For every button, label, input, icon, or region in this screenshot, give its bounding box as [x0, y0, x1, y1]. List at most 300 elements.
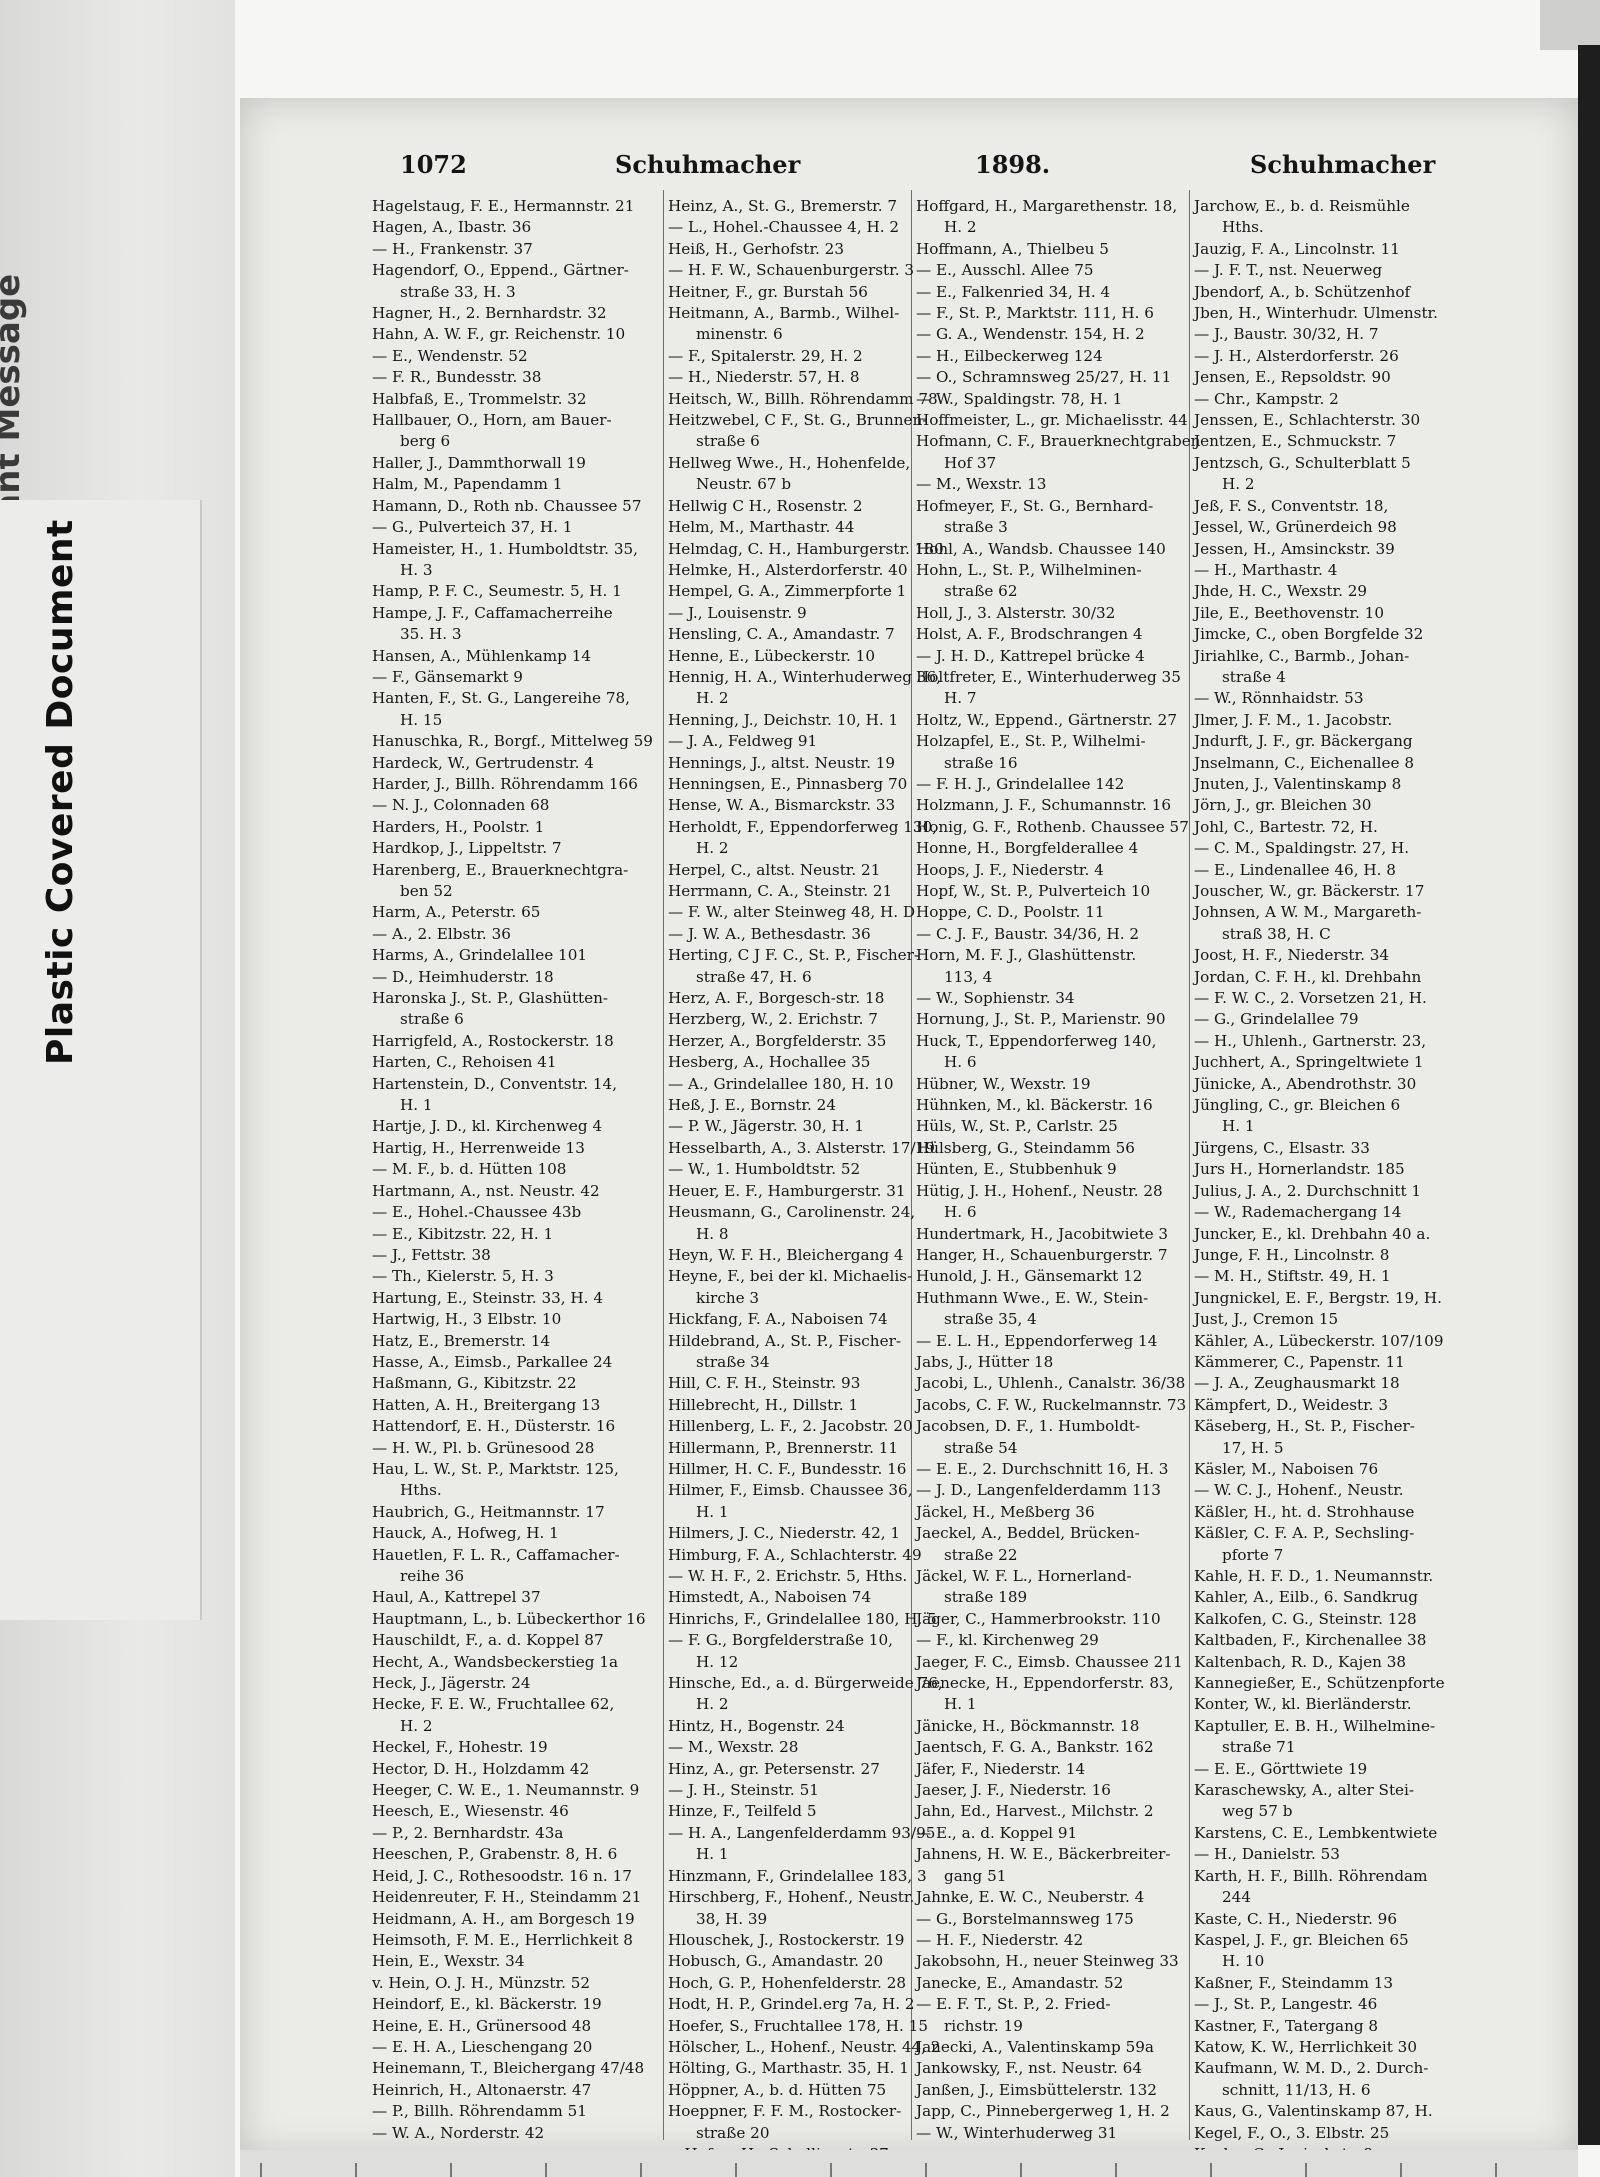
directory-entry: Kaspel, J. F., gr. Bleichen 65 [1194, 1930, 1409, 1949]
directory-entry: Hoffmann, A., Thielbeu 5 [916, 239, 1109, 258]
directory-entry-continuation: H. 2 [696, 689, 729, 708]
directory-entry: Hillebrecht, H., Dillstr. 1 [668, 1395, 859, 1414]
directory-entry: — G., Grindelallee 79 [1194, 1010, 1359, 1029]
directory-entry-continuation: H. 12 [696, 1652, 739, 1671]
directory-entry: — F. H. J., Grindelallee 142 [916, 774, 1125, 793]
directory-entry: Hennig, H. A., Winterhuderweg 36, [668, 667, 941, 686]
scale-tick [355, 2163, 357, 2177]
directory-entry: — J., Baustr. 30/32, H. 7 [1194, 325, 1379, 344]
directory-entry: — Th., Kielerstr. 5, H. 3 [372, 1267, 554, 1286]
directory-entry: Heyn, W. F. H., Bleichergang 4 [668, 1245, 904, 1264]
directory-entry: Hoch, G. P., Hohenfelderstr. 28 [668, 1973, 907, 1992]
directory-entry-continuation: H. 8 [696, 1224, 729, 1243]
directory-entry: Hamp, P. F. C., Seumestr. 5, H. 1 [372, 582, 622, 601]
directory-entry: — H., Danielstr. 53 [1194, 1845, 1340, 1864]
directory-entry-continuation: H. 6 [944, 1053, 977, 1072]
directory-entry: Hatten, A. H., Breitergang 13 [372, 1395, 601, 1414]
directory-entry: Hinsche, Ed., a. d. Bürgerweide 76, [668, 1674, 943, 1693]
directory-entry: Hallbauer, O., Horn, am Bauer- [372, 411, 612, 430]
directory-entry: Jbendorf, A., b. Schützenhof [1194, 282, 1411, 301]
directory-entry: Jile, E., Beethovenstr. 10 [1194, 603, 1384, 622]
directory-entry: Hill, C. F. H., Steinstr. 93 [668, 1374, 861, 1393]
directory-entry: — F. R., Bundesstr. 38 [372, 368, 542, 387]
directory-entry: Kaste, C. H., Niederstr. 96 [1194, 1909, 1397, 1928]
directory-entry: — H., Uhlenh., Gartnerstr. 23, [1194, 1031, 1427, 1050]
directory-entry-continuation: 38, H. 39 [696, 1909, 768, 1928]
directory-entry: — M., Wexstr. 13 [916, 475, 1047, 494]
directory-entry: Hardeck, W., Gertrudenstr. 4 [372, 753, 594, 772]
directory-entry: Herrmann, C. A., Steinstr. 21 [668, 882, 893, 900]
directory-entry-continuation: straße 22 [944, 1545, 1018, 1564]
directory-entry: Juchhert, A., Springeltwiete 1 [1194, 1053, 1424, 1072]
directory-entry: Himstedt, A., Naboisen 74 [668, 1588, 872, 1607]
directory-entry: Horn, M. F. J., Glashüttenstr. [916, 946, 1137, 965]
directory-entry: Jäfer, F., Niederstr. 14 [916, 1759, 1086, 1778]
directory-entry: — A., Grindelallee 180, H. 10 [668, 1074, 894, 1093]
directory-entry: Hauptmann, L., b. Lübeckerthor 16 [372, 1609, 646, 1628]
left-running-title: Schuhmacher [615, 150, 801, 179]
directory-column-4 [1194, 196, 1574, 2142]
directory-entry-continuation: Hths. [400, 1481, 442, 1500]
directory-entry: Hardkop, J., Lippeltstr. 7 [372, 839, 562, 858]
directory-entry: Hauck, A., Hofweg, H. 1 [372, 1524, 559, 1543]
scale-tick [925, 2163, 927, 2177]
directory-entry: Hohl, A., Wandsb. Chaussee 140 [916, 539, 1166, 558]
scanner-edge-right [1578, 45, 1600, 2145]
directory-entry: Jarchow, E., b. d. Reismühle [1194, 197, 1410, 215]
directory-entry: Hamann, D., Roth nb. Chaussee 57 [372, 496, 642, 515]
directory-column-2 [668, 196, 944, 2142]
directory-entry: Jouscher, W., gr. Bäckerstr. 17 [1194, 882, 1425, 900]
directory-entry: Jnselmann, C., Eichenallee 8 [1194, 753, 1414, 772]
directory-entry: Hintz, H., Bogenstr. 24 [668, 1716, 845, 1735]
directory-entry: Jben, H., Winterhudr. Ulmenstr. [1194, 304, 1438, 323]
directory-entry: Hinrichs, F., Grindelallee 180, H. 5 [668, 1609, 937, 1628]
directory-entry: Heitmann, A., Barmb., Wilhel- [668, 304, 900, 323]
directory-entry: Haul, A., Kattrepel 37 [372, 1588, 541, 1607]
directory-entry: Karth, H. F., Billh. Röhrendam [1194, 1866, 1428, 1885]
directory-entry: Helmdag, C. H., Hamburgerstr. 180 [668, 539, 944, 558]
directory-entry: Hense, W. A., Bismarckstr. 33 [668, 796, 896, 815]
directory-entry: — W., Winterhuderweg 31 [916, 2123, 1118, 2142]
directory-entry: — F. W. C., 2. Vorsetzen 21, H. [1194, 989, 1427, 1008]
directory-entry: Kahle, H. F. D., 1. Neumannstr. [1194, 1567, 1434, 1585]
directory-entry-continuation: H. 15 [400, 710, 443, 729]
directory-entry: — J., St. P., Langestr. 46 [1194, 1995, 1378, 2014]
page-year: 1898. [975, 150, 1051, 179]
directory-entry: Hartenstein, D., Conventstr. 14, [372, 1074, 618, 1093]
directory-entry: Kegel, F., O., 3. Elbstr. 25 [1194, 2123, 1390, 2142]
directory-entry: — E., Ausschl. Allee 75 [916, 261, 1094, 280]
directory-entry: — O., Schramnsweg 25/27, H. 11 [916, 368, 1172, 387]
directory-entry: Hinze, F., Teilfeld 5 [668, 1802, 817, 1821]
directory-entry: — J. H., Alsterdorferstr. 26 [1194, 346, 1399, 365]
directory-entry: Hameister, H., 1. Humboldtstr. 35, [372, 539, 638, 558]
directory-entry: Hanten, F., St. G., Langereihe 78, [372, 689, 630, 708]
directory-entry: — G., Pulverteich 37, H. 1 [372, 518, 573, 537]
directory-entry: Hartung, E., Steinstr. 33, H. 4 [372, 1288, 603, 1307]
directory-entry: Kaßner, F., Steindamm 13 [1194, 1973, 1394, 1992]
directory-entry: Hornung, J., St. P., Marienstr. 90 [916, 1010, 1166, 1029]
directory-entry: — H., Marthastr. 4 [1194, 560, 1338, 579]
directory-entry: — E. E., 2. Durchschnitt 16, H. 3 [916, 1459, 1169, 1478]
directory-entry: Harenberg, E., Brauerknechtgra- [372, 860, 629, 879]
directory-entry-continuation: reihe 36 [400, 1567, 465, 1585]
directory-entry: Hanuschka, R., Borgf., Mittelweg 59 [372, 732, 653, 751]
directory-entry-continuation: straße 71 [1222, 1738, 1296, 1757]
directory-entry: — F., St. P., Marktstr. 111, H. 6 [916, 304, 1154, 323]
directory-entry-continuation: Hof 37 [944, 453, 997, 472]
directory-entry: Harders, H., Poolstr. 1 [372, 817, 545, 836]
directory-entry: Haller, J., Dammthorwall 19 [372, 453, 586, 472]
directory-entry: — F., Gänsemarkt 9 [372, 667, 523, 686]
directory-entry: Honig, G. F., Rothenb. Chaussee 57 [916, 817, 1189, 836]
directory-entry: Hennings, J., altst. Neustr. 19 [668, 753, 896, 772]
directory-entry: Jacobi, L., Uhlenh., Canalstr. 36/38 [916, 1374, 1186, 1393]
directory-entry: Helmke, H., Alsterdorferstr. 40 [668, 560, 908, 579]
directory-entry: — H. F. W., Schauenburgerstr. 3 [668, 261, 915, 280]
directory-entry: — W., Rönnhaidstr. 53 [1194, 689, 1364, 708]
directory-entry-continuation: Neustr. 67 b [696, 475, 792, 494]
directory-entry: Juncker, E., kl. Drehbahn 40 a. [1194, 1224, 1431, 1243]
directory-entry: Jentzsch, G., Schulterblatt 5 [1194, 453, 1411, 472]
directory-entry: Jaeser, J. F., Niederstr. 16 [916, 1781, 1111, 1800]
directory-entry: Japp, C., Pinnebergerweg 1, H. 2 [916, 2102, 1170, 2121]
directory-entry-continuation: ben 52 [400, 882, 453, 900]
directory-entry: Jäckel, W. F. L., Hornerland- [916, 1567, 1132, 1585]
directory-entry: Joost, H. F., Niederstr. 34 [1194, 946, 1390, 965]
directory-entry-continuation: H. 2 [944, 218, 977, 237]
directory-entry: Heitzwebel, C F., St. G., Brunnen- [668, 411, 928, 430]
directory-entry: Hagner, H., 2. Bernhardstr. 32 [372, 304, 607, 323]
directory-entry: Käseberg, H., St. P., Fischer- [1194, 1417, 1415, 1436]
directory-entry: — F. W., alter Steinweg 48, H. D [668, 903, 916, 922]
directory-entry: Hinz, A., gr. Petersenstr. 27 [668, 1759, 880, 1778]
directory-entry: Hilmer, F., Eimsb. Chaussee 36, [668, 1481, 913, 1500]
directory-entry: — L., Hohel.-Chaussee 4, H. 2 [668, 218, 900, 237]
directory-entry: Herzer, A., Borgfelderstr. 35 [668, 1031, 887, 1050]
directory-entry: Heinrich, H., Altonaerstr. 47 [372, 2080, 592, 2099]
directory-entry: Henning, J., Deichstr. 10, H. 1 [668, 710, 899, 729]
directory-entry: Hildebrand, A., St. P., Fischer- [668, 1331, 901, 1350]
directory-entry: Hoeppner, F. F. M., Rostocker- [668, 2102, 902, 2121]
directory-entry-continuation: richstr. 19 [944, 2016, 1023, 2035]
directory-entry: Jänicke, H., Böckmannstr. 18 [916, 1716, 1140, 1735]
directory-entry: Käßler, H., ht. d. Strohhause [1194, 1502, 1415, 1521]
page-header [240, 150, 1578, 190]
directory-entry: Hohn, L., St. P., Wilhelminen- [916, 560, 1142, 579]
directory-column-3 [916, 196, 1201, 2142]
directory-entry: Hartje, J. D., kl. Kirchenweg 4 [372, 1117, 603, 1136]
directory-entry: Hopf, W., St. P., Pulverteich 10 [916, 882, 1151, 900]
directory-entry: Hlouschek, J., Rostockerstr. 19 [668, 1930, 905, 1949]
directory-entry: Hellwig C H., Rosenstr. 2 [668, 496, 863, 515]
directory-entry: Kaltbaden, F., Kirchenallee 38 [1194, 1631, 1427, 1650]
directory-entry: Hobusch, G., Amandastr. 20 [668, 1952, 884, 1971]
directory-entry: Henne, E., Lübeckerstr. 10 [668, 646, 876, 665]
directory-entry: Herpel, C., altst. Neustr. 21 [668, 860, 881, 879]
directory-entry: Karstens, C. E., Lembkentwiete [1194, 1823, 1438, 1842]
directory-entry: Hickfang, F. A., Naboisen 74 [668, 1310, 888, 1329]
directory-entry-continuation: H. 6 [944, 1203, 977, 1222]
directory-entry: — E., Hohel.-Chaussee 43b [372, 1203, 582, 1222]
directory-entry: — J. A., Feldweg 91 [668, 732, 818, 751]
scale-tick [545, 2163, 547, 2177]
directory-entry-continuation: H. 1 [400, 1096, 433, 1115]
directory-entry: Hellweg Wwe., H., Hohenfelde, [668, 453, 911, 472]
directory-entry: Jauzig, F. A., Lincolnstr. 11 [1194, 239, 1400, 258]
directory-entry: Jndurft, J. F., gr. Bäckergang [1194, 732, 1413, 751]
directory-entry: Käßler, C. F. A. P., Sechsling- [1194, 1524, 1415, 1543]
directory-entry: — H., Eilbeckerweg 124 [916, 346, 1103, 365]
directory-entry: Holtfreter, E., Winterhuderweg 35 [916, 667, 1181, 686]
directory-entry: Heck, J., Jägerstr. 24 [372, 1674, 531, 1693]
directory-entry: Harten, C., Rehoisen 41 [372, 1053, 557, 1072]
directory-entry: — D., Heimhuderstr. 18 [372, 967, 554, 986]
directory-entry: — P., Billh. Röhrendamm 51 [372, 2102, 587, 2121]
directory-entry: Heß, J. E., Bornstr. 24 [668, 1096, 836, 1115]
directory-entry: Heckel, F., Hohestr. 19 [372, 1738, 548, 1757]
directory-entry: Harm, A., Peterstr. 65 [372, 903, 541, 922]
scale-tick [260, 2163, 262, 2177]
directory-entry: Kalkofen, C. G., Steinstr. 128 [1194, 1609, 1417, 1628]
directory-entry: — E. H. A., Lieschengang 20 [372, 2037, 593, 2056]
directory-entry: Hecht, A., Wandsbeckerstieg 1a [372, 1652, 619, 1671]
directory-entry-continuation: H. 2 [400, 1716, 433, 1735]
directory-entry: — W. H. F., 2. Erichstr. 5, Hths. [668, 1567, 908, 1585]
directory-entry: Jankowsky, F., nst. Neustr. 64 [916, 2059, 1142, 2078]
directory-entry: — G., Borstelmannsweg 175 [916, 1909, 1134, 1928]
directory-entry: — E., Lindenallee 46, H. 8 [1194, 860, 1396, 879]
directory-entry-continuation: H. 1 [944, 1695, 977, 1714]
directory-entry: Honne, H., Borgfelderallee 4 [916, 839, 1139, 858]
sidebar-label: Plastic Covered Document [40, 519, 81, 1065]
directory-entry: Jacobsen, D. F., 1. Humboldt- [916, 1417, 1141, 1436]
directory-entry: Jungnickel, E. F., Bergstr. 19, H. [1194, 1288, 1442, 1307]
directory-entry: Jessen, H., Amsinckstr. 39 [1194, 539, 1395, 558]
directory-entry: Jaentsch, F. G. A., Bankstr. 162 [916, 1738, 1154, 1757]
directory-entry: — E., Kibitzstr. 22, H. 1 [372, 1224, 554, 1243]
directory-entry: — W., 1. Humboldtstr. 52 [668, 1160, 861, 1179]
directory-entry: Harrigfeld, A., Rostockerstr. 18 [372, 1031, 614, 1050]
directory-entry: Jimcke, C., oben Borgfelde 32 [1194, 625, 1424, 644]
directory-entry: Holst, A. F., Brodschrangen 4 [916, 625, 1143, 644]
scan-bottom-margin [240, 2150, 1578, 2177]
directory-entry-continuation: schnitt, 11/13, H. 6 [1222, 2080, 1371, 2099]
directory-entry: Harms, A., Grindelallee 101 [372, 946, 588, 965]
scale-tick [1400, 2163, 1402, 2177]
directory-entry: Jahn, Ed., Harvest., Milchstr. 2 [916, 1802, 1154, 1821]
directory-entry: — W., Rademachergang 14 [1194, 1203, 1402, 1222]
scale-tick [1210, 2163, 1212, 2177]
directory-entry: Hoefer, S., Fruchtallee 178, H. 15 [668, 2016, 928, 2035]
directory-entry-continuation: H. 10 [1222, 1952, 1265, 1971]
directory-entry: Kaptuller, E. B. H., Wilhelmine- [1194, 1716, 1436, 1735]
directory-entry: — E., Falkenried 34, H. 4 [916, 282, 1111, 301]
directory-entry: Hillenberg, L. F., 2. Jacobstr. 20 [668, 1417, 913, 1436]
directory-entry: — E., a. d. Koppel 91 [916, 1823, 1078, 1842]
directory-entry: Heusmann, G., Carolinenstr. 24, [668, 1203, 916, 1222]
directory-entry: Jeß, F. S., Conventstr. 18, [1194, 496, 1389, 515]
directory-entry: Hunold, J. H., Gänsemarkt 12 [916, 1267, 1143, 1286]
directory-entry: — H. W., Pl. b. Grünesood 28 [372, 1438, 595, 1457]
directory-entry: — P., 2. Bernhardstr. 43a [372, 1823, 564, 1842]
directory-entry: — F., kl. Kirchenweg 29 [916, 1631, 1099, 1650]
directory-entry: Hartig, H., Herrenweide 13 [372, 1138, 585, 1157]
directory-entry: Jiriahlke, C., Barmb., Johan- [1194, 646, 1410, 665]
directory-entry: Heinemann, T., Bleichergang 47/48 [372, 2059, 645, 2078]
directory-entry: Jaenecke, H., Eppendorferstr. 83, [916, 1674, 1174, 1693]
directory-entry: — P. W., Jägerstr. 30, H. 1 [668, 1117, 865, 1136]
directory-entry: Janecki, A., Valentinskamp 59a [916, 2037, 1154, 2056]
directory-entry: Heidenreuter, F. H., Steindamm 21 [372, 1888, 642, 1907]
directory-entry: Kannegießer, E., Schützenpforte [1194, 1674, 1445, 1693]
scale-tick [735, 2163, 737, 2177]
directory-entry: — J., Louisenstr. 9 [668, 603, 807, 622]
directory-entry-continuation: H. 1 [696, 1845, 729, 1864]
directory-entry: Himburg, F. A., Schlachterstr. 49 [668, 1545, 922, 1564]
directory-page [240, 98, 1578, 2156]
directory-entry: Hühnken, M., kl. Bäckerstr. 16 [916, 1096, 1153, 1115]
directory-entry-continuation: H. 2 [696, 839, 729, 858]
directory-entry: — E. L. H., Eppendorferweg 14 [916, 1331, 1158, 1350]
directory-entry: — H. A., Langenfelderdamm 93/95 [668, 1823, 936, 1842]
directory-entry: — F. G., Borgfelderstraße 10, [668, 1631, 893, 1650]
directory-entry: Kaufmann, W. M. D., 2. Durch- [1194, 2059, 1429, 2078]
directory-entry-continuation: gang 51 [944, 1866, 1007, 1885]
directory-entry-continuation: straße 6 [696, 432, 760, 451]
directory-entry: Jaeckel, A., Beddel, Brücken- [916, 1524, 1140, 1543]
directory-entry: Hesselbarth, A., 3. Alsterstr. 17/19 [668, 1138, 935, 1157]
directory-entry: — J. D., Langenfelderdamm 113 [916, 1481, 1161, 1500]
directory-entry: Harder, J., Billh. Röhrendamm 166 [372, 774, 638, 793]
directory-entry: Holtz, W., Eppend., Gärtnerstr. 27 [916, 710, 1177, 729]
directory-entry: Jenssen, E., Schlachterstr. 30 [1194, 411, 1421, 430]
directory-entry: Heiß, H., Gerhofstr. 23 [668, 239, 845, 258]
directory-entry: Jlmer, J. F. M., 1. Jacobstr. [1194, 710, 1393, 729]
directory-entry: Herz, A. F., Borgesch-str. 18 [668, 989, 885, 1008]
directory-entry: — J. H. D., Kattrepel brücke 4 [916, 646, 1145, 665]
directory-entry: Halbfaß, E., Trommelstr. 32 [372, 389, 587, 408]
directory-entry: — M., Wexstr. 28 [668, 1738, 799, 1757]
directory-entry: Junge, F. H., Lincolnstr. 8 [1194, 1245, 1390, 1264]
directory-entry: Jordan, C. F. H., kl. Drehbahn [1194, 967, 1422, 986]
directory-entry: Heitsch, W., Billh. Röhrendamm 78 [668, 389, 938, 408]
directory-entry: Hübner, W., Wexstr. 19 [916, 1074, 1091, 1093]
directory-entry: — H., Niederstr. 57, H. 8 [668, 368, 860, 387]
directory-entry-continuation: H. 2 [1222, 475, 1255, 494]
scale-tick [1115, 2163, 1117, 2177]
directory-entry: Heesch, E., Wiesenstr. 46 [372, 1802, 569, 1821]
directory-entry: Huthmann Wwe., E. W., Stein- [916, 1288, 1149, 1307]
directory-entry: Hecke, F. E. W., Fruchtallee 62, [372, 1695, 615, 1714]
directory-entry: — W. C. J., Hohenf., Neustr. [1194, 1481, 1404, 1500]
directory-entry: — C. M., Spaldingstr. 27, H. [1194, 839, 1410, 858]
directory-entry: Hein, E., Wexstr. 34 [372, 1952, 525, 1971]
directory-entry-continuation: berg 6 [400, 432, 451, 451]
directory-entry: Heine, E. H., Grünersood 48 [372, 2016, 592, 2035]
directory-entry: Hütig, J. H., Hohenf., Neustr. 28 [916, 1181, 1163, 1200]
directory-entry: Heyne, F., bei der kl. Michaelis- [668, 1267, 913, 1286]
directory-entry-continuation: 17, H. 5 [1222, 1438, 1284, 1457]
directory-entry: Hundertmark, H., Jacobitwiete 3 [916, 1224, 1169, 1243]
plastic-cover-sidebar [0, 0, 235, 2177]
directory-entry: Hagelstaug, F. E., Hermannstr. 21 [372, 197, 635, 215]
directory-entry: Holl, J., 3. Alsterstr. 30/32 [916, 603, 1116, 622]
directory-columns [240, 196, 1578, 2142]
directory-entry-continuation: Hths. [1222, 218, 1264, 237]
directory-entry-continuation: H. 7 [944, 689, 977, 708]
directory-entry: — M. F., b. d. Hütten 108 [372, 1160, 567, 1179]
directory-entry: Hoops, J. F., Niederstr. 4 [916, 860, 1104, 879]
directory-entry: — E. E., Görttwiete 19 [1194, 1759, 1368, 1778]
directory-entry: Kähler, A., Lübeckerstr. 107/109 [1194, 1331, 1444, 1350]
directory-entry: Jörn, J., gr. Bleichen 30 [1194, 796, 1372, 815]
directory-entry: Holzmann, J. F., Schumannstr. 16 [916, 796, 1172, 815]
directory-entry-continuation: straße 33, H. 3 [400, 282, 516, 301]
directory-entry: v. Hein, O. J. H., Münzstr. 52 [372, 1973, 591, 1992]
directory-entry: Heimsoth, F. M. E., Herrlichkeit 8 [372, 1930, 633, 1949]
directory-entry: Käsler, M., Naboisen 76 [1194, 1459, 1379, 1478]
directory-entry: — E. F. T., St. P., 2. Fried- [916, 1995, 1111, 2014]
directory-entry: — W. A., Norderstr. 42 [372, 2123, 545, 2142]
directory-entry: Herholdt, F., Eppendorferweg 130, [668, 817, 938, 836]
directory-entry: — W., Sophienstr. 34 [916, 989, 1075, 1008]
directory-entry: Herzberg, W., 2. Erichstr. 7 [668, 1010, 878, 1029]
directory-entry: Jensen, E., Repsoldstr. 90 [1194, 368, 1391, 387]
directory-entry: — G. A., Wendenstr. 154, H. 2 [916, 325, 1145, 344]
directory-entry: Hector, D. H., Holzdamm 42 [372, 1759, 590, 1778]
page-number: 1072 [400, 150, 467, 179]
directory-entry: Heindorf, E., kl. Bäckerstr. 19 [372, 1995, 602, 2014]
directory-entry: — W., Spaldingstr. 78, H. 1 [916, 389, 1123, 408]
directory-entry-continuation: straße 34 [696, 1352, 770, 1371]
directory-entry: Holzapfel, E., St. P., Wilhelmi- [916, 732, 1146, 751]
directory-entry: Kämmerer, C., Papenstr. 11 [1194, 1352, 1405, 1371]
directory-column-1 [372, 196, 660, 2142]
directory-entry: Karaschewsky, A., alter Stei- [1194, 1781, 1415, 1800]
directory-entry: Hartwig, H., 3 Elbstr. 10 [372, 1310, 562, 1329]
directory-entry: Jhde, H. C., Wexstr. 29 [1194, 582, 1368, 601]
directory-entry: — E., Wendenstr. 52 [372, 346, 528, 365]
directory-entry-continuation: kirche 3 [696, 1288, 760, 1307]
directory-entry: — J. H., Steinstr. 51 [668, 1781, 819, 1800]
directory-entry-continuation: straße 16 [944, 753, 1018, 772]
directory-entry: Hinzmann, F., Grindelallee 183, 3 [668, 1866, 927, 1885]
directory-entry: Hofmeyer, F., St. G., Bernhard- [916, 496, 1154, 515]
directory-entry: Konter, W., kl. Bierländerstr. [1194, 1695, 1412, 1714]
directory-entry-continuation: H. 1 [1222, 1117, 1255, 1136]
directory-entry: Heuer, E. F., Hamburgerstr. 31 [668, 1181, 906, 1200]
scale-tick [450, 2163, 452, 2177]
directory-entry: Hanger, H., Schauenburgerstr. 7 [916, 1245, 1168, 1264]
directory-entry: Hensling, C. A., Amandastr. 7 [668, 625, 895, 644]
directory-entry: Hauetlen, F. L. R., Caffamacher- [372, 1545, 620, 1564]
right-running-title: Schuhmacher [1250, 150, 1436, 179]
directory-entry: — F., Spitalerstr. 29, H. 2 [668, 346, 863, 365]
directory-entry: Jurs H., Hornerlandstr. 185 [1194, 1160, 1405, 1179]
directory-entry: Johnsen, A W. M., Margareth- [1194, 903, 1422, 922]
directory-entry: Hagen, A., Ibastr. 36 [372, 218, 532, 237]
directory-entry: Hillermann, P., Brennerstr. 11 [668, 1438, 899, 1457]
directory-entry: Kaltenbach, R. D., Kajen 38 [1194, 1652, 1407, 1671]
directory-entry: Hauschildt, F., a. d. Koppel 87 [372, 1631, 604, 1650]
scale-tick [640, 2163, 642, 2177]
directory-entry: Jessel, W., Grünerdeich 98 [1194, 518, 1397, 537]
scanner-edge-top [1540, 0, 1600, 50]
directory-entry: Henningsen, E., Pinnasberg 70 [668, 774, 908, 793]
directory-entry: — J. W. A., Bethesdastr. 36 [668, 924, 871, 943]
